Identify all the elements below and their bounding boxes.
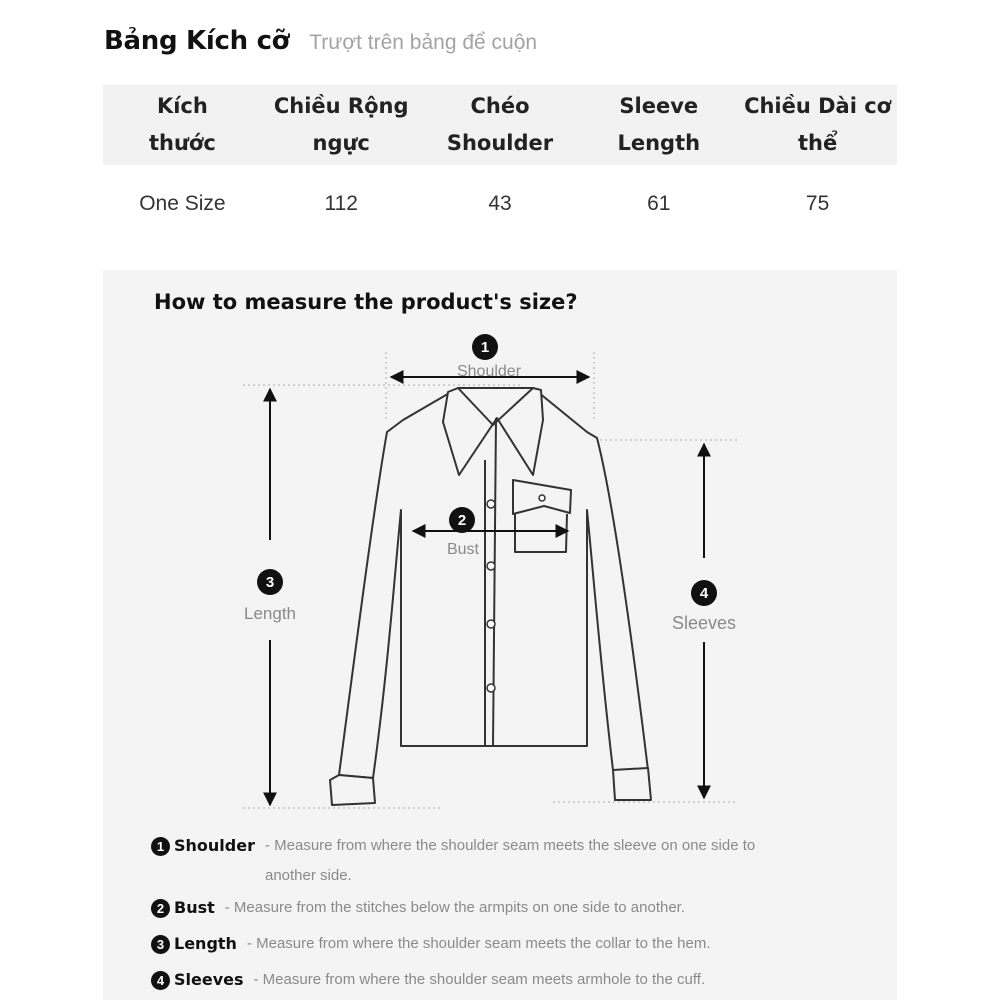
size-table-header-row: [103, 85, 897, 165]
measure-guide-panel: [103, 270, 897, 1000]
legend-item-length: [151, 933, 710, 959]
shirt-outline: [330, 388, 651, 805]
legend-name-length: Length: [174, 934, 237, 953]
column-header-chest-width: Chiều Rộng ngực: [273, 94, 409, 155]
column-header-shoulder: Chéo Shoulder: [446, 94, 554, 155]
marker-3-text: 3: [265, 574, 275, 591]
legend-name-bust: Bust: [174, 898, 215, 917]
shoulder-diagram-label: Shoulder: [456, 363, 522, 380]
marker-1-text: 1: [480, 339, 490, 356]
bust-diagram-label: Bust: [446, 541, 480, 558]
legend-number-3: 3: [151, 935, 170, 954]
size-chart-header: [104, 26, 537, 56]
legend-desc-sleeves: - Measure from where the shoulder seam meets armhole to the cuff.: [253, 971, 706, 988]
legend-item-sleeves: [151, 969, 705, 995]
column-header-body-length: Chiều Dài cơ thể: [744, 94, 892, 155]
legend-item-shoulder: [151, 835, 771, 891]
legend-number-1: 1: [151, 837, 170, 856]
marker-2-text: 2: [457, 512, 467, 529]
legend-number-4: 4: [151, 971, 170, 990]
legend-item-bust: [151, 897, 685, 923]
length-diagram-label: Length: [244, 604, 296, 623]
legend-number-2: 2: [151, 899, 170, 918]
table-row: [103, 165, 897, 243]
cell-size: One Size: [139, 192, 226, 215]
cell-chest-width: 112: [324, 192, 358, 215]
legend-desc-bust: - Measure from the stitches below the armpits on one side to another.: [224, 899, 686, 916]
column-header-size: Kích thước: [148, 94, 216, 155]
measure-guide-heading: How to measure the product's size?: [154, 290, 578, 314]
cell-body-length: 75: [805, 192, 830, 215]
cell-shoulder: 43: [488, 192, 512, 215]
size-chart-title: Bảng Kích cỡ: [104, 26, 290, 56]
size-table[interactable]: [103, 85, 897, 243]
shirt-measurement-diagram: [103, 270, 897, 830]
sleeves-diagram-label: Sleeves: [671, 613, 737, 633]
cell-sleeve-length: 61: [647, 192, 671, 215]
marker-4-text: 4: [699, 585, 709, 602]
legend-desc-shoulder: - Measure from where the shoulder seam meets the sleeve on one side to another side.: [264, 837, 756, 884]
legend-name-shoulder: Shoulder: [174, 836, 255, 855]
legend-name-sleeves: Sleeves: [174, 970, 244, 989]
legend-desc-length: - Measure from where the shoulder seam meets the collar to the hem.: [246, 935, 711, 952]
column-header-sleeve-length: Sleeve Length: [617, 94, 701, 155]
scroll-hint: Trượt trên bảng để cuộn: [309, 31, 538, 54]
